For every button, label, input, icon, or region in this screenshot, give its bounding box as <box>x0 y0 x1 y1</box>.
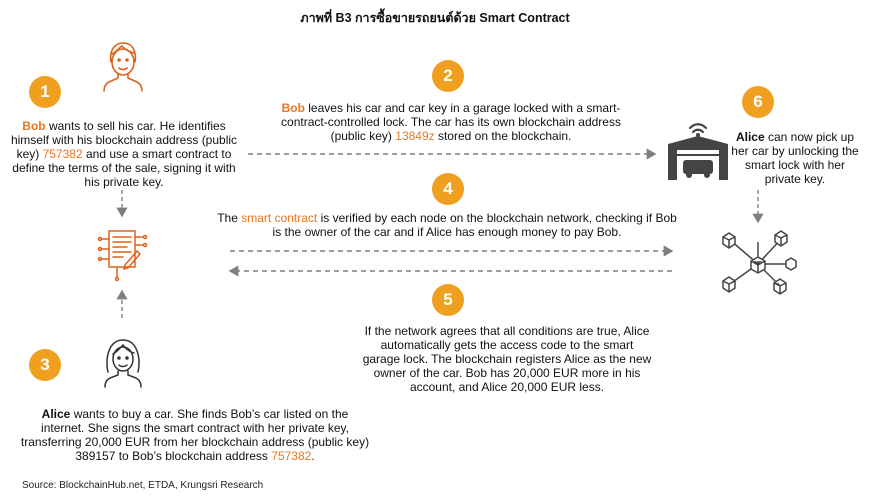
man-avatar-icon <box>100 40 146 97</box>
step-1-text <box>10 119 238 189</box>
step-1-text-part1: wants to sell his car. He identifies himself with his blockchain address (public key) <box>10 119 238 161</box>
smart-garage-icon <box>665 116 731 187</box>
woman-avatar-icon <box>100 336 146 393</box>
step-1-badge: 1 <box>29 76 61 108</box>
step-6-badge: 6 <box>742 86 774 118</box>
smart-contract-document-icon <box>97 225 149 290</box>
step-3-text-part1: wants to buy a car. She finds Bob’s car listed on the internet. She signs the smart contract with her private key, transferring 20,000 EUR from her blockchain address (public key) 389157 to Bob’s blockchain address <box>20 407 370 463</box>
step-2-badge: 2 <box>432 60 464 92</box>
step-4-smart-contract: smart contract <box>241 211 318 225</box>
step-4-text-part0: The <box>217 211 242 225</box>
step-6-text <box>727 130 863 186</box>
step-4-text <box>212 211 682 239</box>
source-note: Source: BlockchainHub.net, ETDA, Krungsri Research <box>22 480 264 491</box>
step-4-badge: 4 <box>432 173 464 205</box>
step-2-text-part2: stored on the blockchain. <box>434 129 572 143</box>
step-4-text-part1: is verified by each node on the blockchain network, checking if Bob is the owner of the car and if Alice has enough money to pay Bob. <box>272 211 677 239</box>
step-2-text <box>268 101 634 143</box>
step-1-text-part2: and use a smart contract to define the terms of the sale, signing it with his private key. <box>12 147 236 189</box>
step-3-text-part2: . <box>311 449 315 463</box>
figure-title: ภาพที่ B3 การซื้อขายรถยนต์ด้วย Smart Contract <box>300 11 570 25</box>
step-3-public-key: 757382 <box>271 449 312 463</box>
step-3-badge: 3 <box>29 349 61 381</box>
step-2-public-key: 13849z <box>395 129 435 143</box>
step-3-actor: Alice <box>41 407 71 421</box>
step-2-actor: Bob <box>281 101 305 115</box>
step-5-text: If the network agrees that all conditions are true, Alice automatically gets the access code to the smart garage lock. The blockchain registers Alice as the new owner of the car. Bob has 20,000 EUR more in his account, and Alice 20,000 EUR less. <box>362 324 652 394</box>
step-1-public-key: 757382 <box>42 147 83 161</box>
step-6-text-part1: can now pick up her car by unlocking the smart lock with her private key. <box>731 130 859 186</box>
step-5-badge: 5 <box>432 284 464 316</box>
step-1-actor: Bob <box>22 119 46 133</box>
step-3-text <box>20 407 370 463</box>
blockchain-network-icon <box>718 228 798 305</box>
step-2-text-part1: leaves his car and car key in a garage locked with a smart-contract-controlled lock. The car has its own blockchain address (public key) <box>281 101 621 143</box>
step-6-actor: Alice <box>735 130 765 144</box>
